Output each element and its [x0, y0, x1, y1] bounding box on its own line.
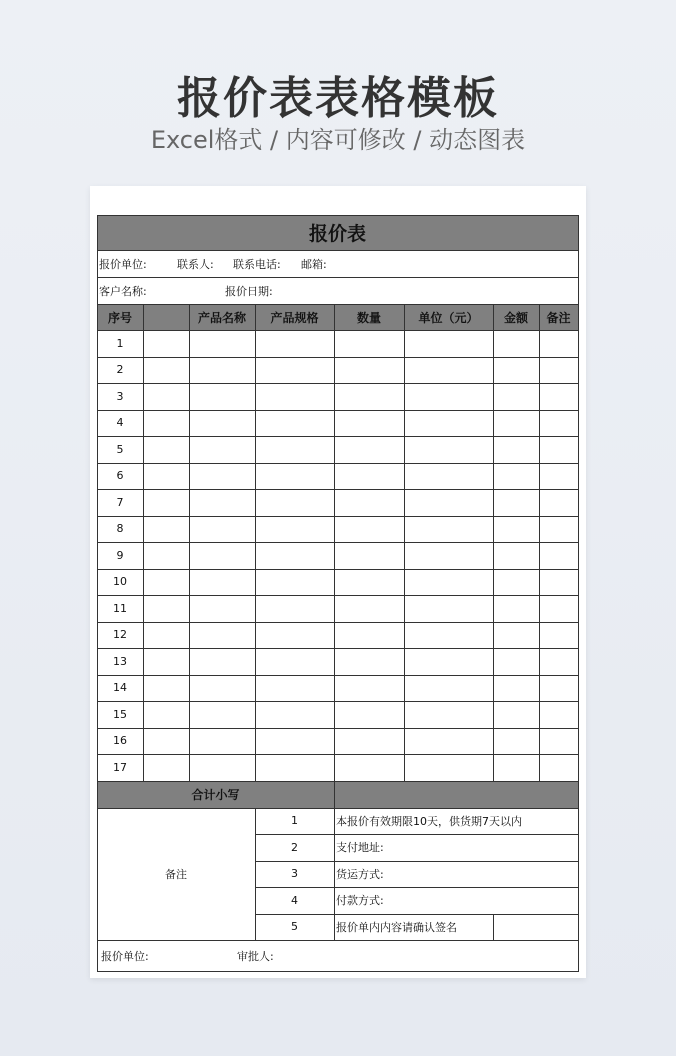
grid-line-vertical — [493, 914, 494, 942]
grid-line-horizontal — [97, 542, 579, 543]
row-number-cell[interactable]: 14 — [113, 681, 127, 695]
row-number-cell[interactable]: 10 — [113, 575, 127, 589]
info-field-label[interactable]: 邮箱: — [301, 257, 327, 271]
row-number-cell[interactable]: 16 — [113, 734, 127, 748]
grid-line-horizontal — [97, 357, 579, 358]
grid-line-vertical — [189, 304, 190, 782]
page-title: 报价表表格模板 — [177, 73, 499, 124]
note-text[interactable]: 付款方式: — [336, 894, 384, 908]
column-header-4[interactable]: 产品规格 — [270, 310, 319, 325]
table-border-right — [578, 215, 579, 972]
info-field-label[interactable]: 客户名称: — [99, 284, 147, 298]
quote-table — [97, 215, 578, 971]
column-header-3[interactable]: 产品名称 — [197, 310, 246, 325]
grid-line-horizontal — [97, 754, 579, 755]
grid-line-horizontal — [97, 277, 579, 278]
notes-label[interactable]: 备注 — [165, 867, 187, 881]
row-number-cell[interactable]: 2 — [116, 363, 124, 377]
grid-line-horizontal — [255, 861, 579, 862]
footer-field-label[interactable]: 审批人: — [237, 949, 274, 963]
table-border-top — [97, 215, 579, 216]
page-subtitle: Excel格式 / 内容可修改 / 动态图表 — [150, 126, 526, 154]
grid-line-horizontal — [255, 887, 579, 888]
row-number-cell[interactable]: 5 — [116, 442, 124, 456]
info-field-label[interactable]: 报价单位: — [99, 257, 147, 271]
grid-line-horizontal — [97, 383, 579, 384]
grid-line-horizontal — [97, 463, 579, 464]
grid-line-vertical — [143, 304, 144, 782]
note-text[interactable]: 货运方式: — [336, 867, 384, 881]
row-number-cell[interactable]: 6 — [116, 469, 124, 483]
grid-line-horizontal — [97, 808, 579, 809]
grid-line-horizontal — [97, 648, 579, 649]
grid-line-horizontal — [97, 675, 579, 676]
note-text[interactable]: 本报价有效期限10天，供货期7天以内 — [336, 814, 522, 828]
note-text[interactable]: 支付地址: — [336, 841, 384, 855]
row-number-cell[interactable]: 1 — [116, 336, 124, 350]
note-number[interactable]: 1 — [291, 814, 298, 828]
note-number[interactable]: 2 — [291, 840, 298, 854]
info-field-label[interactable]: 联系人: — [177, 257, 214, 271]
subtotal-label[interactable]: 合计小写 — [191, 787, 240, 802]
grid-line-horizontal — [97, 940, 579, 941]
row-number-cell[interactable]: 11 — [113, 601, 127, 615]
grid-line-horizontal — [97, 569, 579, 570]
table-border-left — [97, 215, 98, 972]
sheet-title[interactable]: 报价表 — [308, 223, 366, 245]
footer-field-label[interactable]: 报价单位: — [101, 949, 149, 963]
row-number-cell[interactable]: 9 — [116, 548, 124, 562]
grid-line-horizontal — [97, 728, 579, 729]
note-text[interactable]: 报价单内内容请确认签名 — [336, 920, 457, 934]
column-header-5[interactable]: 数量 — [356, 310, 381, 325]
note-number[interactable]: 5 — [291, 920, 298, 934]
grid-line-horizontal — [97, 330, 579, 331]
row-number-cell[interactable]: 8 — [116, 522, 124, 536]
grid-line-horizontal — [97, 410, 579, 411]
row-number-cell[interactable]: 17 — [113, 760, 127, 774]
grid-line-horizontal — [97, 595, 579, 596]
column-header-8[interactable]: 备注 — [546, 310, 571, 325]
table-border-bottom — [97, 971, 579, 972]
grid-line-vertical — [255, 808, 256, 942]
column-header-7[interactable]: 金额 — [503, 310, 528, 325]
column-header-1[interactable]: 序号 — [107, 310, 132, 325]
row-number-cell[interactable]: 4 — [116, 416, 124, 430]
grid-line-horizontal — [97, 436, 579, 437]
row-number-cell[interactable]: 3 — [116, 389, 124, 403]
grid-line-vertical — [539, 304, 540, 782]
grid-line-horizontal — [255, 834, 579, 835]
info-field-label[interactable]: 报价日期: — [225, 284, 273, 298]
row-number-cell[interactable]: 7 — [116, 495, 124, 509]
grid-line-vertical — [493, 304, 494, 782]
row-number-cell[interactable]: 12 — [113, 628, 127, 642]
grid-line-vertical — [334, 304, 335, 782]
grid-line-horizontal — [97, 622, 579, 623]
grid-line-vertical — [334, 808, 335, 942]
column-header-6[interactable]: 单位（元） — [418, 310, 479, 325]
row-number-cell[interactable]: 15 — [113, 707, 127, 721]
grid-line-vertical — [255, 304, 256, 782]
grid-line-horizontal — [97, 489, 579, 490]
grid-line-horizontal — [97, 701, 579, 702]
grid-line-horizontal — [97, 516, 579, 517]
grid-line-horizontal — [97, 250, 579, 251]
row-number-cell[interactable]: 13 — [113, 654, 127, 668]
grid-line-vertical — [334, 781, 335, 809]
note-number[interactable]: 3 — [291, 867, 298, 881]
grid-line-horizontal — [255, 914, 579, 915]
grid-line-vertical — [404, 304, 405, 782]
grid-line-horizontal — [97, 304, 579, 305]
info-field-label[interactable]: 联系电话: — [233, 257, 281, 271]
note-number[interactable]: 4 — [291, 893, 298, 907]
grid-line-horizontal — [97, 781, 579, 782]
